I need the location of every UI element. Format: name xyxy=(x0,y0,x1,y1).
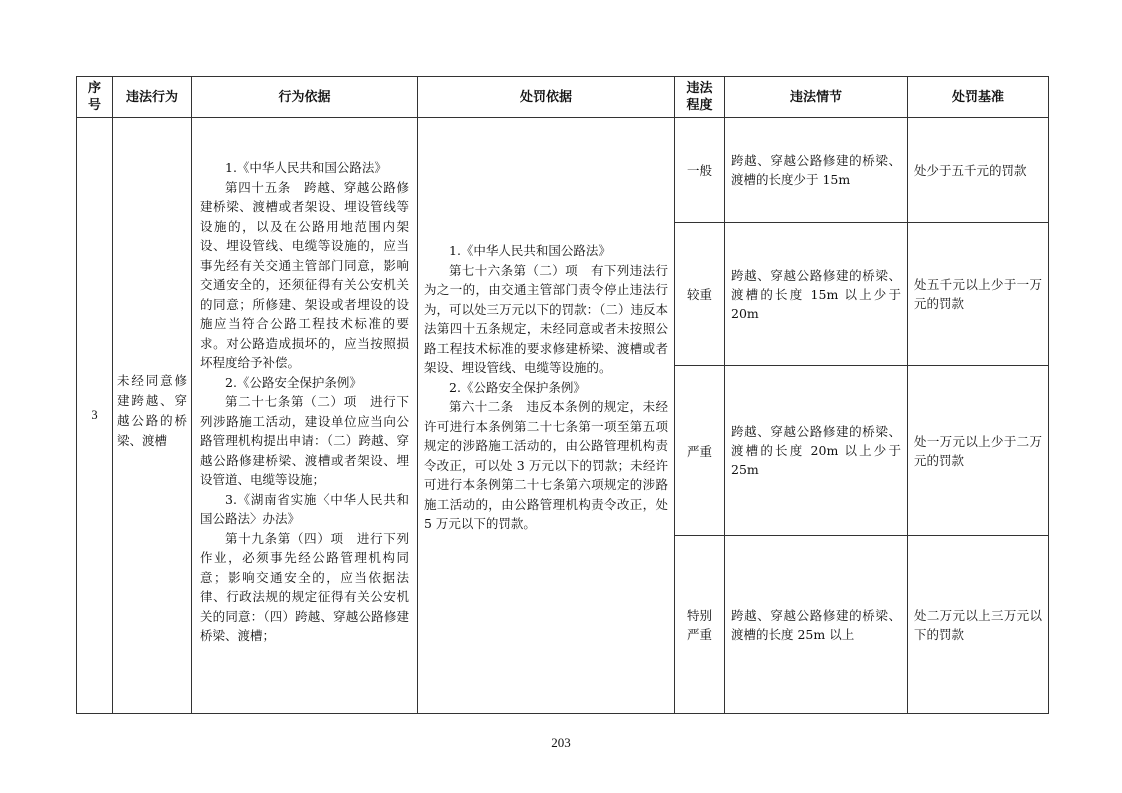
basis-law-1: 1.《中华人民共和国公路法》 xyxy=(225,160,387,175)
basis-law-3: 3.《湖南省实施〈中华人民共和国公路法〉办法》 xyxy=(200,491,409,526)
basis-article-1: 第四十五条 跨越、穿越公路修建桥梁、渡槽或者架设、埋设管线等设施的，以及在公路用地范围内架设、埋设管线、电缆等设施的，应当事先经有关交通主管部门同意，影响交通安全的，还须征得有关公安机关的同意；所修建、架设或者埋设的设施应当符合公路工程技术标准的要求。对公路造成损坏的，应当按照损坏程度给予补偿。 xyxy=(200,179,409,370)
circumstance-general: 跨越、穿越公路修建的桥梁、渡槽的长度少于 15m xyxy=(725,118,908,223)
penalty-law-1: 1.《中华人民共和国公路法》 xyxy=(449,243,611,258)
circumstance-serious: 跨越、穿越公路修建的桥梁、渡槽的长度 15m 以上少于 20m xyxy=(725,223,908,366)
circumstance-extreme: 跨越、穿越公路修建的桥梁、渡槽的长度 25m 以上 xyxy=(725,536,908,714)
header-seq: 序号 xyxy=(77,77,113,118)
basis-article-3: 第十九条第（四）项 进行下列作业，必须事先经公路管理机构同意；影响交通安全的，应当依据法律、行政法规的规定征得有关公安机关的同意：（四）跨越、穿越公路修建桥梁、渡槽； xyxy=(200,530,409,643)
table-row xyxy=(77,118,1049,223)
standard-general: 处少于五千元的罚款 xyxy=(908,118,1049,223)
header-standard: 处罚基准 xyxy=(908,77,1049,118)
penalty-basis-cell xyxy=(418,118,675,714)
header-row xyxy=(77,77,1049,118)
penalty-law-2: 2.《公路安全保护条例》 xyxy=(449,379,586,395)
degree-severe: 严重 xyxy=(675,366,725,536)
penalty-article-1: 第七十六条第（二）项 有下列违法行为之一的，由交通主管部门责令停止违法行为，可以处三万元以下的罚款：（二）违反本法第四十五条规定，未经同意或者未按照公路工程技术标准的要求修建桥梁、渡槽或者架设、埋设管线、电缆等设施的。 xyxy=(424,262,668,375)
header-penalty-basis: 处罚依据 xyxy=(418,77,675,118)
degree-serious: 较重 xyxy=(675,223,725,366)
basis-article-2: 第二十七条第（二）项 进行下列涉路施工活动，建设单位应当向公路管理机构提出申请：（二）跨越、穿越公路修建桥梁、渡槽或者架设、埋设管道、电缆等设施； xyxy=(200,394,409,487)
header-degree: 违法程度 xyxy=(675,77,725,118)
header-act: 违法行为 xyxy=(113,77,192,118)
circumstance-severe: 跨越、穿越公路修建的桥梁、渡槽的长度 20m 以上少于 25m xyxy=(725,366,908,536)
penalty-article-2: 第六十二条 违反本条例的规定，未经许可进行本条例第二十七条第一项至第五项规定的涉路施工活动的，由公路管理机构责令改正，可以处 3 万元以下的罚款；未经许可进行本条例第二十七条第六项规定的涉路施工活动的，由公路管理机构责令改正，处 5 万元以下的罚款。 xyxy=(424,399,668,531)
standard-extreme: 处二万元以上三万元以下的罚款 xyxy=(908,536,1049,714)
seq-cell: 3 xyxy=(77,118,113,714)
penalty-standard-table xyxy=(76,76,1049,714)
violation-cell: 未经同意修建跨越、穿越公路的桥梁、渡槽 xyxy=(113,118,192,714)
standard-severe: 处一万元以上少于二万元的罚款 xyxy=(908,366,1049,536)
standard-serious: 处五千元以上少于一万元的罚款 xyxy=(908,223,1049,366)
degree-general: 一般 xyxy=(675,118,725,223)
behavior-basis-cell xyxy=(192,118,418,714)
page-number: 203 xyxy=(551,735,571,750)
basis-law-2: 2.《公路安全保护条例》 xyxy=(225,374,362,390)
degree-extreme: 特别严重 xyxy=(675,536,725,714)
header-circumstance: 违法情节 xyxy=(725,77,908,118)
header-basis: 行为依据 xyxy=(192,77,418,118)
